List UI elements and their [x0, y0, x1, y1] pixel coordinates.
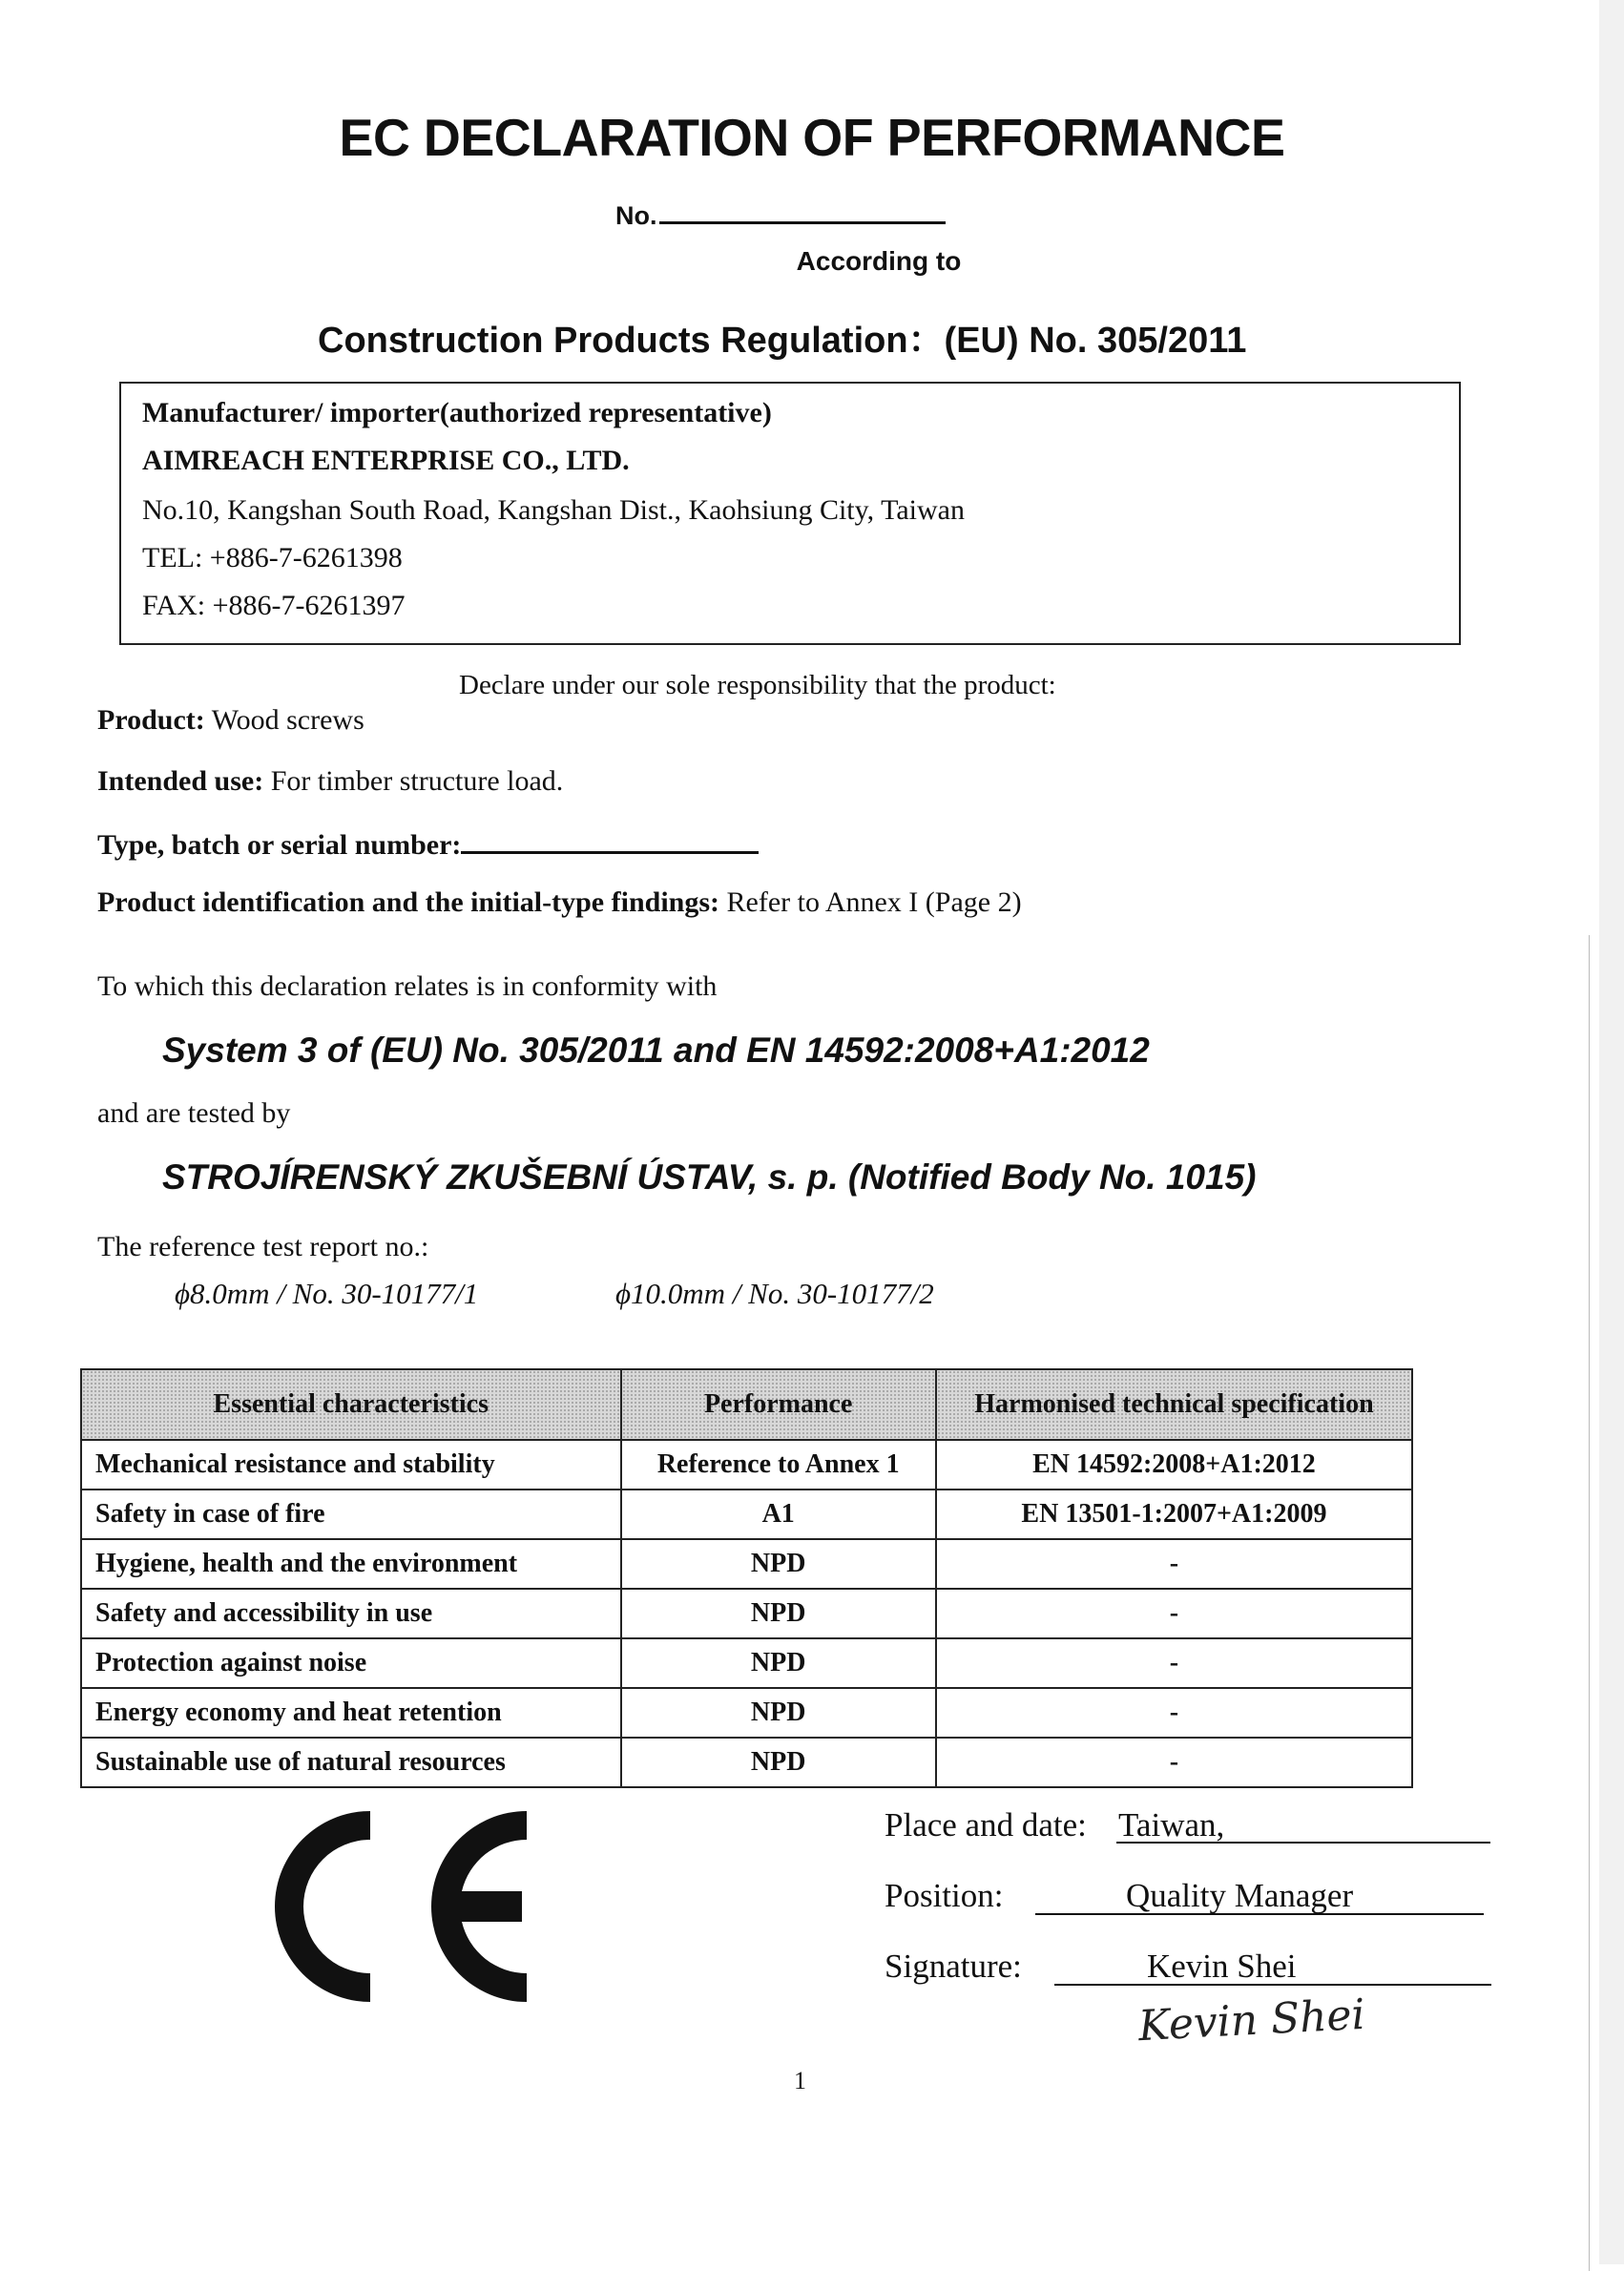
- table-row: [81, 1440, 1412, 1490]
- specification-cell: EN 14592:2008+A1:2012: [936, 1440, 1412, 1490]
- place-date-label: Place and date:: [885, 1806, 1087, 1844]
- table-row: [81, 1638, 1412, 1688]
- handwritten-signature: Kevin Shei: [1136, 1990, 1366, 2052]
- specification-cell: -: [936, 1589, 1412, 1638]
- product-line: [97, 704, 364, 737]
- performance-cell: NPD: [621, 1638, 936, 1688]
- notified-body: STROJÍRENSKÝ ZKUŠEBNÍ ÚSTAV, s. p. (Notified Body No. 1015): [162, 1157, 1257, 1197]
- tested-by-intro: and are tested by: [97, 1097, 291, 1129]
- report-intro: The reference test report no.:: [97, 1231, 429, 1262]
- manufacturer-address: No.10, Kangshan South Road, Kangshan Dist., Kaohsiung City, Taiwan: [142, 494, 966, 526]
- manufacturer-tel: TEL: +886-7-6261398: [142, 542, 403, 573]
- table-row: [81, 1490, 1412, 1539]
- report-10mm: ϕ10.0mm / No. 30-10177/2: [615, 1277, 934, 1310]
- conformity-intro: To which this declaration relates is in conformity with: [97, 970, 718, 1002]
- characteristic-cell: Hygiene, health and the environment: [81, 1539, 621, 1589]
- according-to: According to: [796, 246, 962, 276]
- characteristic-cell: Safety and accessibility in use: [81, 1589, 621, 1638]
- report-8mm: ϕ8.0mm / No. 30-10177/1: [175, 1277, 479, 1310]
- intended-use-value: For timber structure load.: [263, 765, 564, 797]
- position-underline: [1035, 1913, 1484, 1915]
- characteristic-cell: Sustainable use of natural resources: [81, 1738, 621, 1787]
- regulation-title: Construction Products Regulation：(EU) No. 305/2011: [318, 321, 1247, 361]
- identification-value: Refer to Annex I (Page 2): [719, 886, 1022, 918]
- manufacturer-box: [119, 382, 1461, 645]
- manufacturer-heading: Manufacturer/ importer(authorized representative): [142, 397, 772, 428]
- position-value: Quality Manager: [1126, 1877, 1354, 1914]
- performance-table: [80, 1368, 1413, 1788]
- place-date-value: Taiwan,: [1118, 1806, 1225, 1844]
- signature-underline: [1054, 1984, 1491, 1986]
- manufacturer-company: AIMREACH ENTERPRISE CO., LTD.: [142, 445, 630, 476]
- table-header-row: [81, 1369, 1412, 1440]
- performance-cell: NPD: [621, 1539, 936, 1589]
- page-number: 1: [794, 2067, 806, 2094]
- performance-cell: A1: [621, 1490, 936, 1539]
- intended-use-line: [97, 765, 563, 798]
- header-essential-characteristics: Essential characteristics: [81, 1369, 621, 1440]
- specification-cell: -: [936, 1688, 1412, 1738]
- declaration-number-label: No.: [615, 201, 657, 230]
- characteristic-cell: Energy economy and heat retention: [81, 1688, 621, 1738]
- signature-label: Signature:: [885, 1948, 1022, 1985]
- specification-cell: -: [936, 1638, 1412, 1688]
- header-harmonised-spec: Harmonised technical specification: [936, 1369, 1412, 1440]
- performance-cell: NPD: [621, 1738, 936, 1787]
- declaration-intro: Declare under our sole responsibility that the product:: [459, 670, 1056, 700]
- table-row: [81, 1589, 1412, 1638]
- identification-line: [97, 886, 1022, 919]
- place-date-underline: [1116, 1842, 1490, 1844]
- specification-cell: -: [936, 1539, 1412, 1589]
- signature-printed-name: Kevin Shei: [1147, 1948, 1297, 1985]
- declaration-number-field: [659, 198, 946, 224]
- performance-cell: Reference to Annex 1: [621, 1440, 936, 1490]
- performance-cell: NPD: [621, 1589, 936, 1638]
- characteristic-cell: Mechanical resistance and stability: [81, 1440, 621, 1490]
- specification-cell: -: [936, 1738, 1412, 1787]
- table-row: [81, 1688, 1412, 1738]
- characteristic-cell: Safety in case of fire: [81, 1490, 621, 1539]
- product-value: Wood screws: [204, 704, 364, 736]
- product-label: Product:: [97, 704, 205, 736]
- scan-edge-line: [1589, 935, 1590, 2271]
- declaration-number: [615, 198, 946, 231]
- type-batch-field: [461, 826, 759, 854]
- document-title: EC DECLARATION OF PERFORMANCE: [339, 108, 1285, 167]
- position-label: Position:: [885, 1877, 1004, 1914]
- manufacturer-fax: FAX: +886-7-6261397: [142, 590, 406, 621]
- performance-cell: NPD: [621, 1688, 936, 1738]
- type-batch-line: [97, 826, 759, 862]
- table-row: [81, 1539, 1412, 1589]
- header-performance: Performance: [621, 1369, 936, 1440]
- identification-label: Product identification and the initial-type findings:: [97, 886, 720, 918]
- ce-mark-icon: [258, 1806, 534, 2007]
- scan-edge-strip: [1599, 0, 1624, 2264]
- type-batch-label: Type, batch or serial number:: [97, 829, 462, 861]
- specification-cell: EN 13501-1:2007+A1:2009: [936, 1490, 1412, 1539]
- table-row: [81, 1738, 1412, 1787]
- intended-use-label: Intended use:: [97, 765, 264, 797]
- characteristic-cell: Protection against noise: [81, 1638, 621, 1688]
- conformity-system: System 3 of (EU) No. 305/2011 and EN 14592:2008+A1:2012: [162, 1031, 1150, 1070]
